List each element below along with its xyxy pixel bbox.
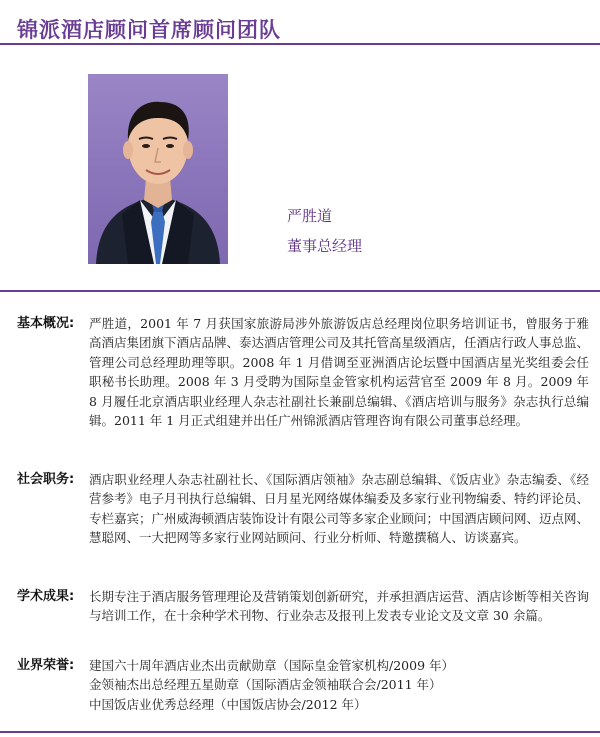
section-social [17,470,589,548]
honor-item: 建国六十周年酒店业杰出贡献勋章（国际皇金管家机构/2009 年） [89,658,454,673]
page-title: 锦派酒店顾问首席顾问团队 [17,18,281,42]
portrait-photo [88,74,228,264]
section-basic-label: 基本概况: [17,316,75,331]
section-academic [17,587,589,626]
honors-list [89,656,589,714]
section-social-label: 社会职务: [17,472,75,487]
title-divider [0,43,600,45]
section-social-text: 酒店职业经理人杂志社副社长、《国际酒店领袖》杂志副总编辑、《饭店业》杂志编委、《经营参考》电子月刊执行总编辑、日月星光网络媒体编委及多家行业刊物编委、特约评论员、专栏嘉宾；广州威海顿酒店装饰设计有限公司等多家企业顾问；中国酒店顾问网、迈点网、慧聪网、一大把网等多家行业网站顾问、行业分析师、特邀撰稿人、访谈嘉宾。 [89,472,590,546]
bottom-divider [0,731,600,733]
honor-item: 金领袖杰出总经理五星勋章（国际酒店金领袖联合会/2011 年） [89,677,442,693]
section-academic-label: 学术成果: [17,589,75,604]
portrait-illustration [88,74,228,264]
section-academic-text: 长期专注于酒店服务管理理论及营销策划创新研究，并承担酒店运营、酒店诊断等相关咨询与培训工作，在十余种学术刊物、行业杂志及报刊上发表专业论文及文章 30 余篇。 [89,589,590,624]
section-basic [17,314,589,430]
profile-role: 董事总经理 [287,237,363,255]
profile-name: 严胜道 [287,207,333,225]
honor-item: 中国饭店业优秀总经理（中国饭店协会/2012 年） [89,696,367,712]
section-honors [17,656,589,714]
section-divider [0,290,600,292]
section-honors-label: 业界荣誉: [17,658,75,673]
section-basic-text: 严胜道，2001 年 7 月获国家旅游局涉外旅游饭店总经理岗位职务培训证书，曾服务于雅高酒店集团旗下酒店品牌、泰达酒店管理公司及其托管高星级酒店，任酒店行政人事总监、管理公司总经理助理等职。2008 年 1 月借调至亚洲酒店论坛暨中国酒店星光奖组委会任职秘书长助理。2008 年 3 月受聘为国际皇金管家机构运营官至 2009 年 8 月。2009 年 8 月履任北京酒店职业经理人杂志社副社长兼副总编辑、《酒店培训与服务》杂志执行总编辑。2011 年 1 月正式组建并出任广州锦派酒店管理咨询有限公司董事总经理。 [89,316,590,429]
